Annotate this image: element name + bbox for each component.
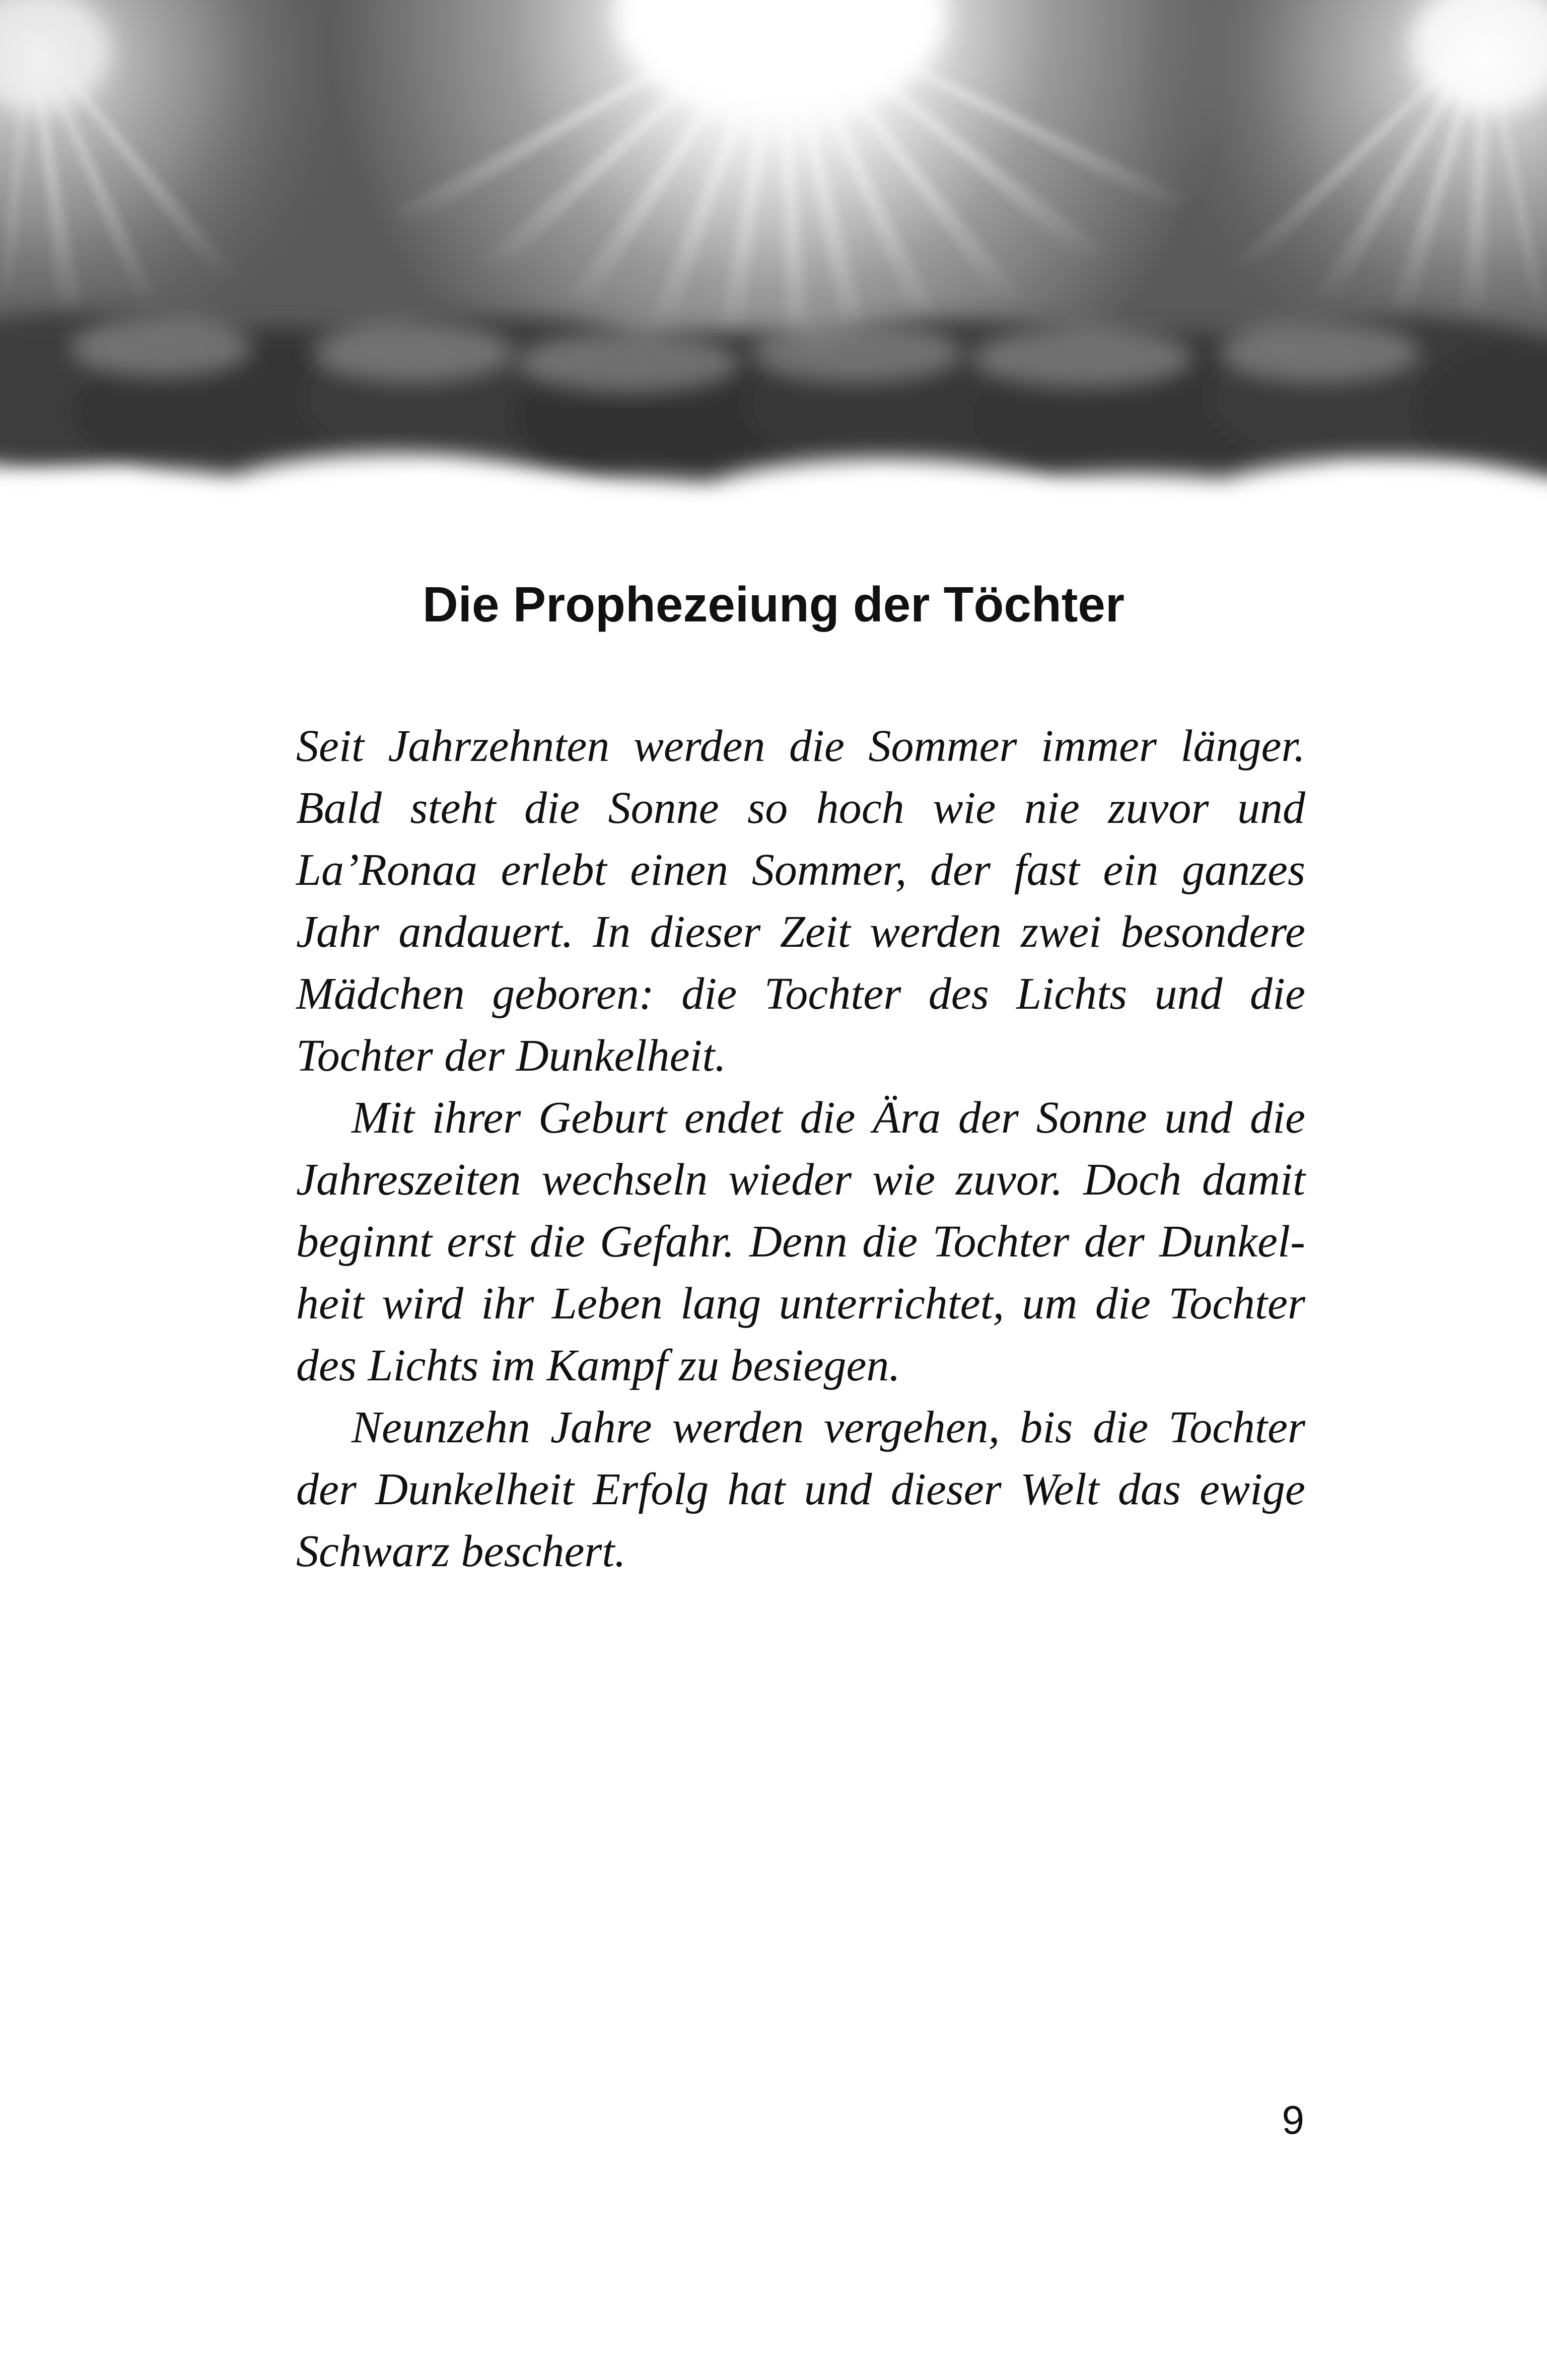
sun-rays-clouds-illustration xyxy=(0,0,1547,569)
paragraph-3: Neunzehn Jahre werden vergehen, bis die Tochter der Dunkelheit Erfolg hat und dieser Welt das ewige Schwarz beschert. xyxy=(296,1403,1305,1576)
chapter-title: Die Prophezeiung der Töchter xyxy=(423,577,1124,632)
cloud-banner-graphic xyxy=(0,0,1547,569)
paragraph-2: Mit ihrer Geburt endet die Ära der Sonne und die Jahreszeiten wechseln wieder wie zuvor. Doch damit beginnt erst die Gefahr. Denn die Tochter der Dunkelheit wird ihr Leben lang unterrichtet, um die Tochter des Lichts im Kampf zu besiegen. xyxy=(296,1093,1305,1390)
chapter-body xyxy=(296,715,1305,1582)
paragraph-1: Seit Jahrzehnten werden die Sommer immer länger. Bald steht die Sonne so hoch wie nie zuvor und La’Ronaa erlebt einen Sommer, der fast ein ganzes Jahr andauert. In dieser Zeit werden zwei besondere Mädchen geboren: die Tochter des Lichts und die Tochter der Dunkelheit. xyxy=(296,721,1305,1081)
page-number: 9 xyxy=(1282,2097,1304,2142)
